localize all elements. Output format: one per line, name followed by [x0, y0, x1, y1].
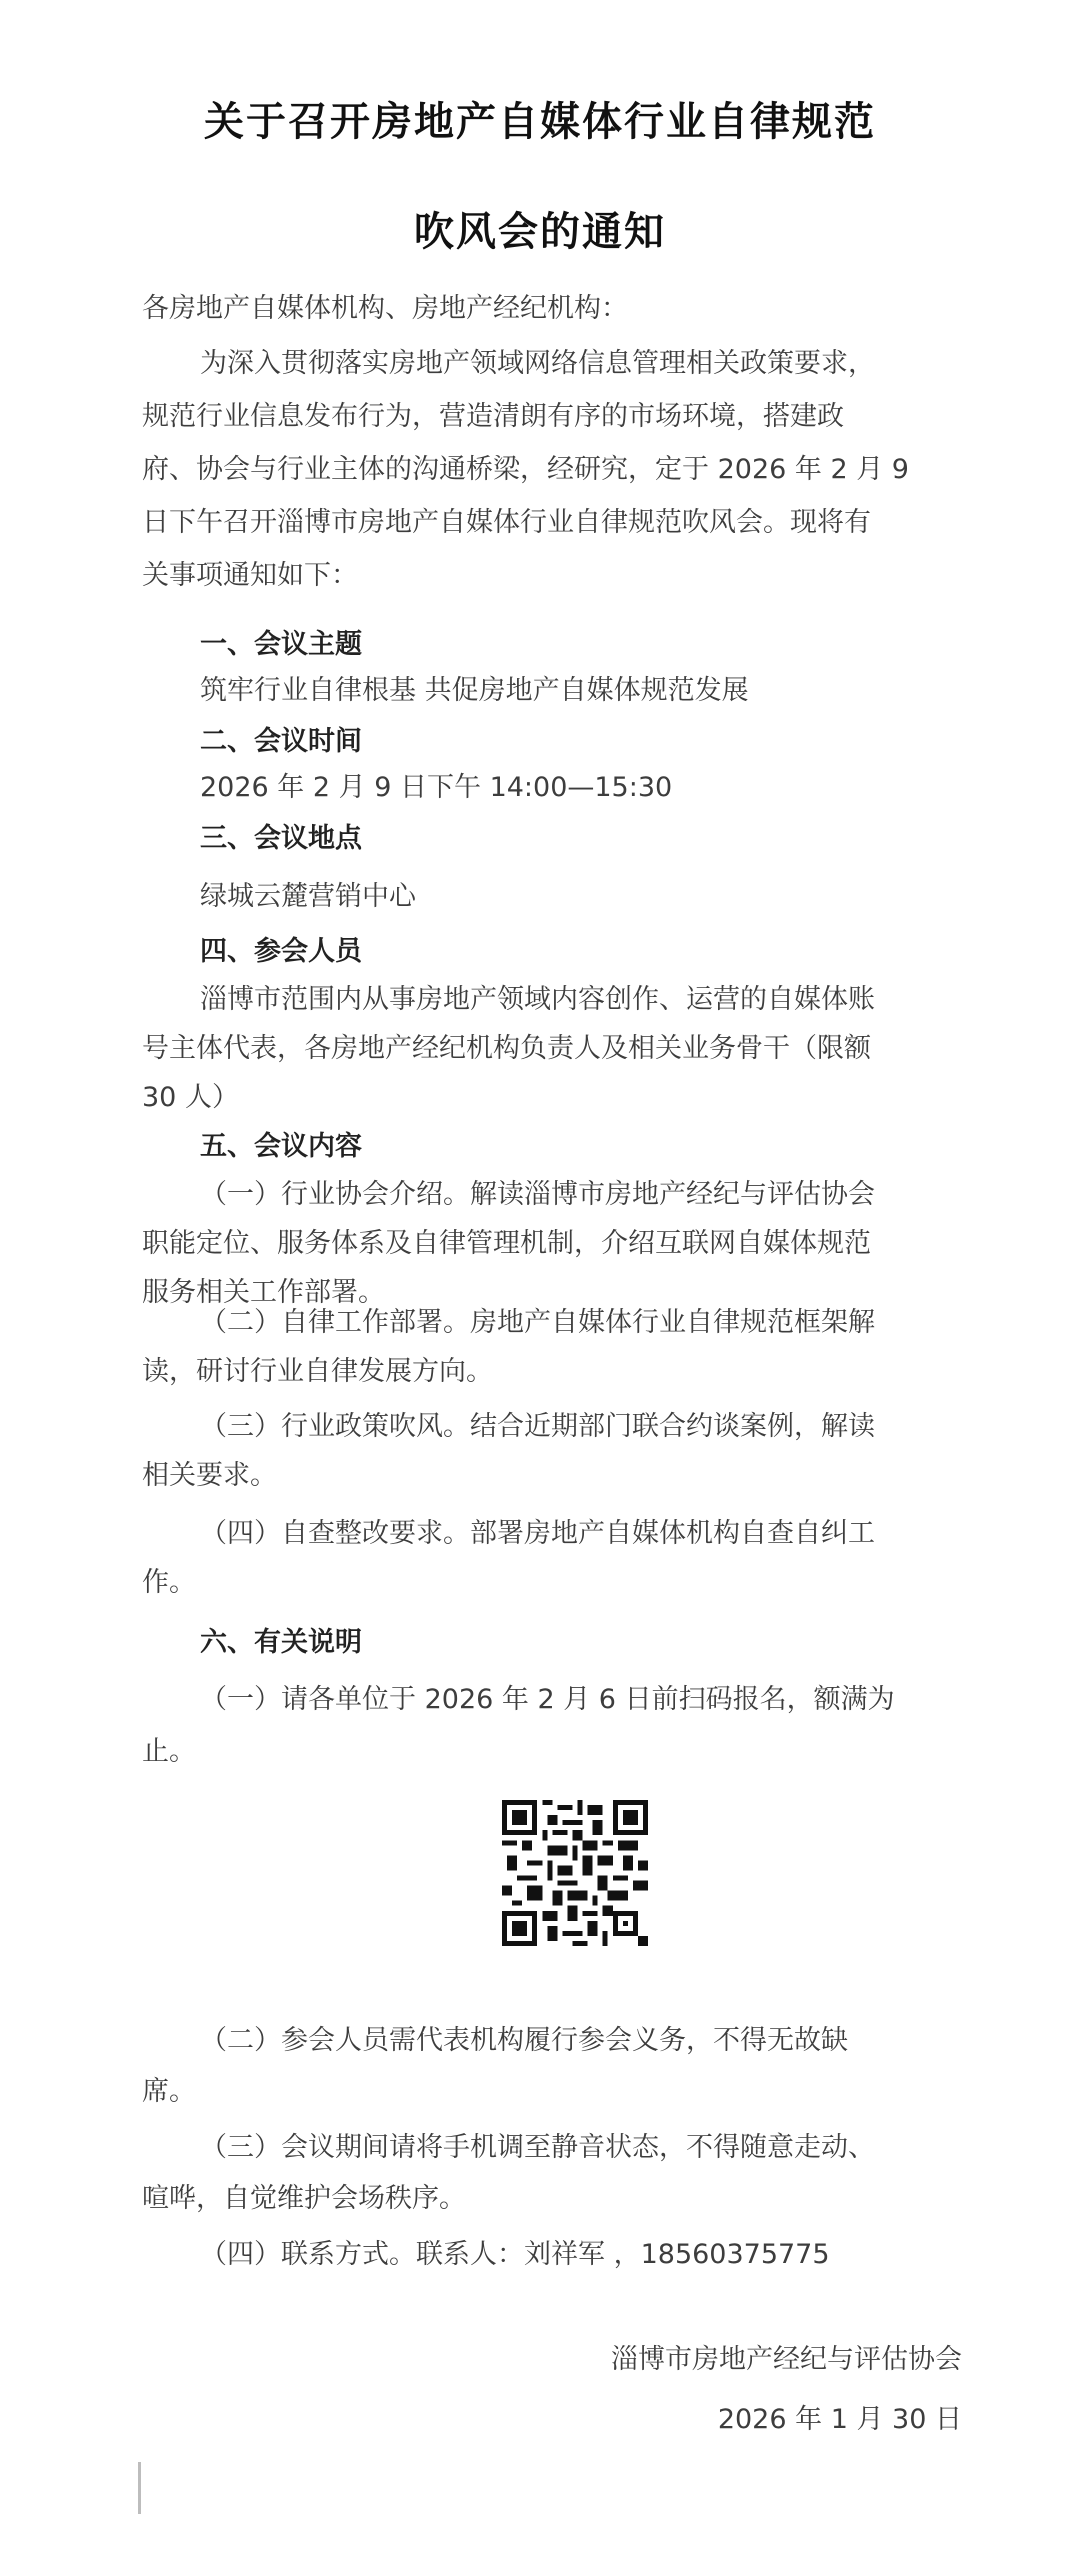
section-5-item-4-cont: 作。: [142, 1567, 196, 1598]
intro-line: 为深入贯彻落实房地产领域网络信息管理相关政策要求，: [200, 348, 875, 379]
section-6-item-1-cont: 止。: [142, 1736, 196, 1767]
section-5-item-2-cont: 读，研讨行业自律发展方向。: [142, 1356, 493, 1387]
section-1-heading: 一、会议主题: [200, 629, 362, 660]
section-4-line: 淄博市范围内从事房地产领域内容创作、运营的自媒体账: [200, 984, 875, 1015]
section-6-heading: 六、有关说明: [200, 1627, 362, 1658]
section-5-item-1-cont: 职能定位、服务体系及自律管理机制，介绍互联网自媒体规范: [142, 1228, 871, 1259]
registration-qr-code[interactable]: [502, 1800, 648, 1946]
signature: 淄博市房地产经纪与评估协会: [611, 2344, 962, 2375]
section-5-item-4: （四）自查整改要求。部署房地产自媒体机构自查自纠工: [200, 1518, 875, 1549]
section-5-item-1: （一）行业协会介绍。解读淄博市房地产经纪与评估协会: [200, 1179, 875, 1210]
section-6-item-1: （一）请各单位于 2026 年 2 月 6 日前扫码报名，额满为: [200, 1684, 895, 1715]
title-line-2: 吹风会的通知: [414, 208, 666, 255]
section-2-body: 2026 年 2 月 9 日下午 14:00—15:30: [200, 772, 673, 803]
section-3-heading: 三、会议地点: [200, 823, 362, 854]
section-6-item-2-cont: 席。: [142, 2076, 196, 2107]
title-line-1: 关于召开房地产自媒体行业自律规范: [204, 98, 876, 145]
section-5-item-3-cont: 相关要求。: [142, 1460, 277, 1491]
issue-date: 2026 年 1 月 30 日: [717, 2404, 962, 2435]
section-4-line: 号主体代表，各房地产经纪机构负责人及相关业务骨干（限额: [142, 1033, 871, 1064]
section-6-item-3-cont: 喧哗，自觉维护会场秩序。: [142, 2183, 466, 2214]
section-4-line: 30 人）: [142, 1082, 239, 1113]
intro-line: 日下午召开淄博市房地产自媒体行业自律规范吹风会。现将有: [142, 507, 871, 538]
section-5-item-2: （二）自律工作部署。房地产自媒体行业自律规范框架解: [200, 1307, 875, 1338]
intro-line: 府、协会与行业主体的沟通桥梁，经研究，定于 2026 年 2 月 9: [142, 454, 909, 485]
intro-line: 关事项通知如下：: [142, 560, 358, 591]
section-5-item-1-cont: 服务相关工作部署。: [142, 1277, 385, 1308]
section-5-heading: 五、会议内容: [200, 1131, 362, 1162]
intro-line: 规范行业信息发布行为，营造清朗有序的市场环境，搭建政: [142, 401, 844, 432]
section-6-item-2: （二）参会人员需代表机构履行参会义务，不得无故缺: [200, 2025, 848, 2056]
section-5-item-3: （三）行业政策吹风。结合近期部门联合约谈案例，解读: [200, 1411, 875, 1442]
text-cursor: [138, 2462, 141, 2514]
section-6-item-3: （三）会议期间请将手机调至静音状态，不得随意走动、: [200, 2132, 875, 2163]
section-4-heading: 四、参会人员: [200, 936, 362, 967]
section-3-body: 绿城云麓营销中心: [200, 881, 416, 912]
section-6-item-4: （四）联系方式。联系人：刘祥军 ，18560375775: [200, 2239, 830, 2270]
section-2-heading: 二、会议时间: [200, 726, 362, 757]
salutation: 各房地产自媒体机构、房地产经纪机构：: [142, 293, 628, 324]
section-1-body: 筑牢行业自律根基 共促房地产自媒体规范发展: [200, 675, 749, 706]
